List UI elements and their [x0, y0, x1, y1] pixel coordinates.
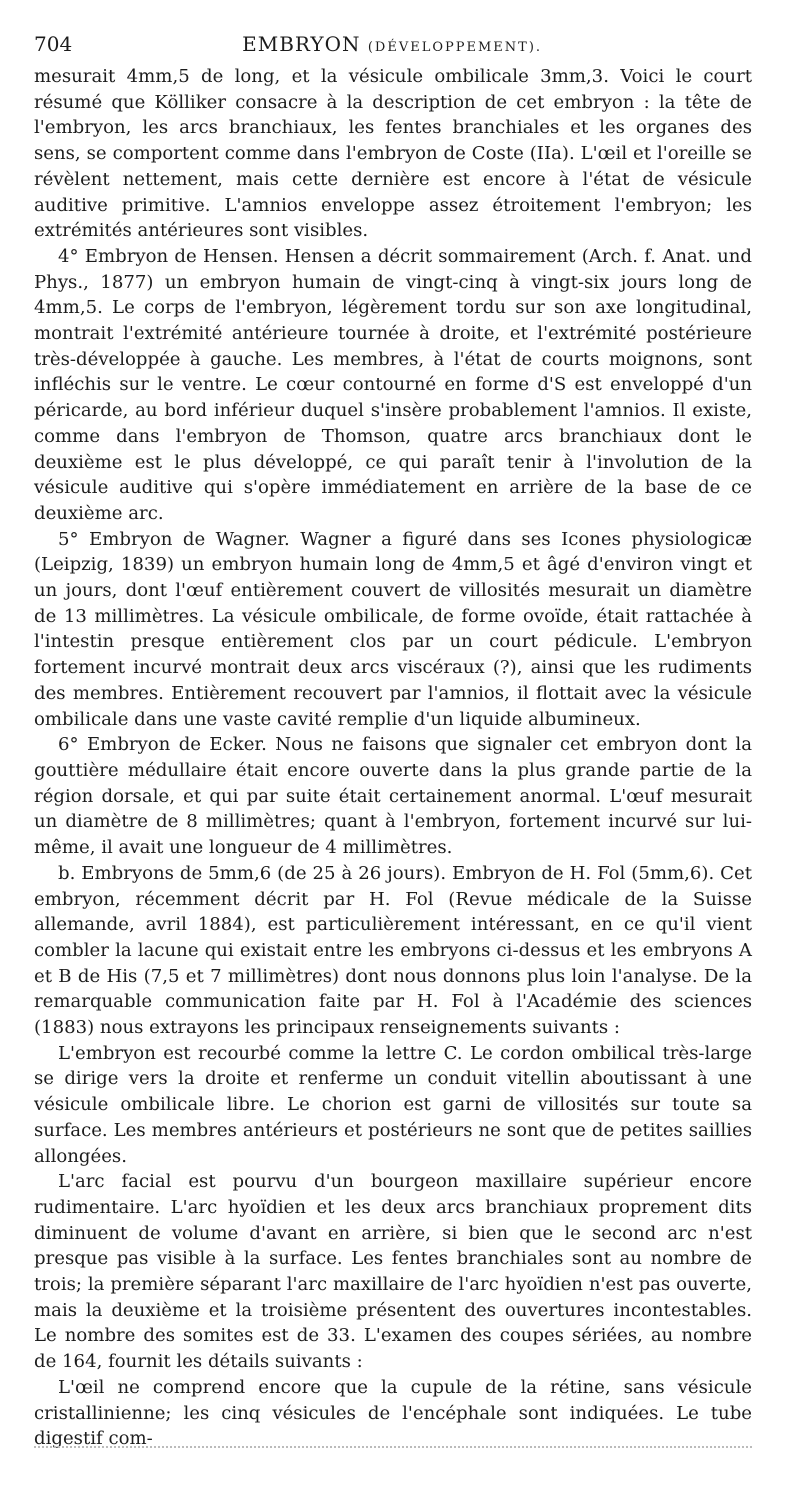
- body-text: [34, 64, 752, 1452]
- running-title-sub: (DÉVELOPPEMENT).: [367, 40, 543, 55]
- paragraph: mesurait 4mm,5 de long, et la vésicule ombilicale 3mm,3. Voici le court résumé que Kölliker consacre à la description de cet embryon : la tête de l'embryon, les arcs branchiaux, les fentes branchiales et les organes des sens, se comportent comme dans l'embryon de Coste (IIa). L'œil et l'oreille se révèlent nettement, mais cette dernière est encore à l'état de vésicule auditive primitive. L'amnios enveloppe assez étroitement l'embryon; les extrémités antérieures sont visibles.: [34, 66, 752, 242]
- footer-dotted-rule: [34, 1446, 752, 1448]
- paragraph: 5° Embryon de Wagner. Wagner a figuré dans ses Icones physiologicæ (Leipzig, 1839) un embryon humain long de 4mm,5 et âgé d'environ vingt et un jours, dont l'œuf entièrement couvert de villosités mesurait un diamètre de 13 millimètres. La vésicule ombilicale, de forme ovoïde, était rattachée à l'intestin presque entièrement clos par un court pédicule. L'embryon fortement incurvé montrait deux arcs viscéraux (?), ainsi que les rudiments des membres. Entièrement recouvert par l'amnios, il flottait avec la vésicule ombilicale dans une vaste cavité remplie d'un liquide albumineux.: [34, 528, 752, 730]
- paragraph: L'arc facial est pourvu d'un bourgeon maxillaire supérieur encore rudimentaire. L'arc hyoïdien et les deux arcs branchiaux proprement dits diminuent de volume d'avant en arrière, si bien que le second arc n'est presque pas visible à la surface. Les fentes branchiales sont au nombre de trois; la première séparant l'arc maxillaire de l'arc hyoïdien n'est pas ouverte, mais la deuxième et la troisième présentent des ouvertures incontestables. Le nombre des somites est de 33. L'examen des coupes sériées, au nombre de 164, fournit les détails suivants :: [34, 1171, 752, 1373]
- paragraph: L'œil ne comprend encore que la cupule de la rétine, sans vésicule cristallinienne; les cinq vésicules de l'encéphale sont indiquées. Le tube digestif com-: [34, 1376, 752, 1450]
- running-header: [34, 30, 752, 62]
- page-number: 704: [34, 32, 73, 56]
- paragraph: b. Embryons de 5mm,6 (de 25 à 26 jours). Embryon de H. Fol (5mm,6). Cet embryon, récemment décrit par H. Fol (Revue médicale de la Suisse allemande, avril 1884), est particulièrement intéressant, en ce qu'il vient combler la lacune qui existait entre les embryons ci-dessus et les embryons A et B de His (7,5 et 7 millimètres) dont nous donnons plus loin l'analyse. De la remarquable communication faite par H. Fol à l'Académie des sciences (1883) nous extrayons les principaux renseignements suivants :: [34, 862, 752, 1039]
- running-title-main: EMBRYON: [242, 32, 361, 56]
- running-title: [242, 30, 542, 62]
- paragraph: 4° Embryon de Hensen. Hensen a décrit sommairement (Arch. f. Anat. und Phys., 1877) un embryon humain de vingt-cinq à vingt-six jours long de 4mm,5. Le corps de l'embryon, légèrement tordu sur son axe longitudinal, montrait l'extrémité antérieure tournée à droite, et l'extrémité postérieure très-développée à gauche. Les membres, à l'état de courts moignons, sont infléchis sur le ventre. Le cœur contourné en forme d'S est enveloppé d'un péricarde, au bord inférieur duquel s'insère probablement l'amnios. Il existe, comme dans l'embryon de Thomson, quatre arcs branchiaux dont le deuxième est le plus développé, ce qui paraît tenir à l'involution de la vésicule auditive qui s'opère immédiatement en arrière de la base de ce deuxième arc.: [34, 245, 752, 524]
- paragraph: 6° Embryon de Ecker. Nous ne faisons que signaler cet embryon dont la gouttière médullaire était encore ouverte dans la plus grande partie de la région dorsale, et qui par suite était certainement anormal. L'œuf mesurait un diamètre de 8 millimètres; quant à l'embryon, fortement incurvé sur lui-même, il avait une longueur de 4 millimètres.: [34, 734, 752, 859]
- page: [34, 30, 752, 1452]
- paragraph: L'embryon est recourbé comme la lettre C. Le cordon ombilical très-large se dirige vers la droite et renferme un conduit vitellin aboutissant à une vésicule ombilicale libre. Le chorion est garni de villosités sur toute sa surface. Les membres antérieurs et postérieurs ne sont que de petites saillies allongées.: [34, 1042, 752, 1167]
